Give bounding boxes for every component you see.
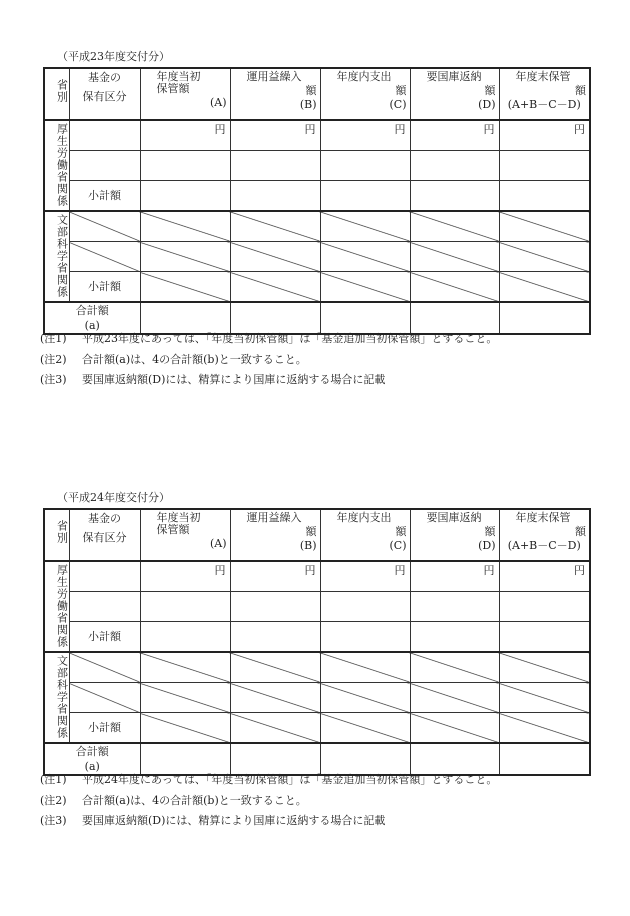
ministry-label-text: 厚生労働省関係: [55, 123, 69, 207]
note: [40, 812, 600, 833]
header-column-line: (B): [299, 539, 317, 552]
amount-cell[interactable]: [499, 683, 590, 713]
note-key: (注1): [40, 773, 67, 786]
header-column-line: 要国庫返納: [426, 70, 482, 83]
header-ministry: [44, 509, 69, 561]
amount-cell[interactable]: [140, 622, 230, 653]
total-label-line: 合計額: [75, 745, 109, 758]
amount-cell[interactable]: [499, 622, 590, 653]
note-key: (注1): [40, 332, 67, 345]
note: [40, 330, 600, 351]
amount-cell[interactable]: [140, 561, 230, 592]
header-column-line: 額: [395, 84, 407, 97]
section-row: [44, 683, 590, 713]
header-column-line: (D): [478, 539, 496, 552]
header-column-line: (A): [209, 537, 227, 550]
category-cell: [69, 622, 140, 653]
header-column-line: 年度内支出: [336, 70, 392, 83]
header-ministry: [44, 68, 69, 120]
amount-cell[interactable]: [410, 561, 499, 592]
amount-cell[interactable]: [140, 242, 230, 272]
note-key: (注2): [40, 352, 67, 366]
amount-cell[interactable]: [499, 151, 590, 181]
note: [40, 351, 600, 372]
yen-unit: 円: [214, 123, 226, 136]
header-column: [230, 68, 320, 120]
category-cell: [69, 211, 140, 242]
header-column-line: 額: [395, 525, 407, 538]
amount-cell[interactable]: [320, 713, 410, 744]
table-caption: （平成23年度交付分）: [57, 50, 170, 63]
section-row: [44, 151, 590, 181]
header-row: [44, 509, 590, 561]
amount-cell[interactable]: [320, 592, 410, 622]
amount-cell[interactable]: [410, 713, 499, 744]
header-column-line: 年度当初: [156, 511, 201, 524]
amount-cell[interactable]: [230, 652, 320, 683]
header-category: [69, 68, 140, 120]
section-row: [44, 652, 590, 683]
section-row: [44, 120, 590, 151]
amount-cell[interactable]: [230, 272, 320, 303]
amount-cell[interactable]: [410, 622, 499, 653]
header-category-line: 保有区分: [82, 531, 127, 544]
amount-cell[interactable]: [140, 652, 230, 683]
section-row: [44, 713, 590, 744]
amount-cell[interactable]: [230, 713, 320, 744]
ministry-label-text: 文部科学省関係: [55, 655, 69, 739]
yen-unit: 円: [304, 123, 316, 136]
total-label-line: 合計額: [75, 304, 109, 317]
amount-cell[interactable]: [499, 181, 590, 212]
yen-unit: 円: [574, 123, 585, 136]
header-column-line: (C): [389, 539, 407, 552]
amount-cell[interactable]: [499, 211, 590, 242]
amount-cell[interactable]: [230, 561, 320, 592]
header-column-line: 年度末保管: [515, 70, 571, 83]
header-column-line: 要国庫返納: [426, 511, 482, 524]
header-ministry-label: 省別: [55, 520, 69, 544]
category-cell: [69, 181, 140, 212]
note-text: 合計額(a)は、4の合計額(b)と一致すること。: [82, 352, 307, 366]
amount-cell[interactable]: [410, 151, 499, 181]
section-row: [44, 561, 590, 592]
amount-cell[interactable]: [320, 211, 410, 242]
header-column-line: 額: [484, 84, 496, 97]
yen-unit: 円: [214, 564, 226, 577]
header-column-line: (C): [389, 98, 407, 111]
amount-cell[interactable]: [320, 622, 410, 653]
fund-table: [43, 508, 591, 776]
amount-cell[interactable]: [230, 211, 320, 242]
header-row: [44, 68, 590, 120]
header-column: [499, 68, 590, 120]
section-row: [44, 622, 590, 653]
category-cell: [69, 652, 140, 683]
header-column: [230, 509, 320, 561]
header-column-line: 保管額: [156, 523, 190, 536]
category-cell: [69, 272, 140, 303]
header-column-line: 年度末保管: [515, 511, 571, 524]
header-column-line: (A+B－C－D): [507, 98, 581, 111]
amount-cell[interactable]: [140, 272, 230, 303]
notes: [40, 771, 600, 833]
yen-unit: 円: [304, 564, 316, 577]
amount-cell[interactable]: [499, 272, 590, 303]
amount-cell[interactable]: [499, 120, 590, 151]
header-column-line: (A+B－C－D): [507, 539, 581, 552]
header-column-line: 額: [305, 525, 317, 538]
amount-cell[interactable]: [230, 120, 320, 151]
amount-cell[interactable]: [230, 592, 320, 622]
section-row: [44, 242, 590, 272]
note-key: (注3): [40, 814, 67, 827]
amount-cell[interactable]: [320, 181, 410, 212]
note: [40, 771, 600, 792]
form-block-1: [40, 48, 589, 418]
category-cell: [69, 120, 140, 151]
amount-cell[interactable]: [410, 181, 499, 212]
category-cell: [69, 713, 140, 744]
header-column: [410, 509, 499, 561]
yen-unit: 円: [483, 564, 495, 577]
ministry-label: [44, 120, 69, 211]
amount-cell[interactable]: [410, 272, 499, 303]
header-ministry-label: 省別: [55, 79, 69, 103]
header-column: [499, 509, 590, 561]
amount-cell[interactable]: [410, 592, 499, 622]
header-category-line: 保有区分: [82, 90, 127, 103]
amount-cell[interactable]: [499, 652, 590, 683]
note-key: (注3): [40, 373, 67, 386]
section-row: [44, 272, 590, 303]
ministry-label-text: 厚生労働省関係: [55, 564, 69, 648]
header-category-line: 基金の: [88, 71, 121, 84]
amount-cell[interactable]: [230, 242, 320, 272]
subtotal-label: 小計額: [88, 720, 121, 734]
section-row: [44, 211, 590, 242]
amount-cell[interactable]: [499, 713, 590, 744]
fund-table: [43, 67, 591, 335]
amount-cell[interactable]: [230, 683, 320, 713]
amount-cell[interactable]: [140, 683, 230, 713]
header-column-line: 額: [305, 84, 317, 97]
form-block-2: [40, 489, 589, 859]
note-text: 要国庫返納額(D)には、精算により国庫に返納する場合に記載: [82, 373, 386, 386]
category-cell: [69, 242, 140, 272]
header-column-line: 保管額: [156, 82, 190, 95]
header-column-line: 額: [575, 84, 586, 97]
header-column-line: (A): [209, 96, 227, 109]
note-text: 要国庫返納額(D)には、精算により国庫に返納する場合に記載: [82, 814, 386, 827]
amount-cell[interactable]: [320, 120, 410, 151]
amount-cell[interactable]: [320, 272, 410, 303]
section-row: [44, 592, 590, 622]
amount-cell[interactable]: [140, 181, 230, 212]
amount-cell[interactable]: [140, 120, 230, 151]
amount-cell[interactable]: [140, 592, 230, 622]
amount-cell[interactable]: [499, 592, 590, 622]
category-cell: [69, 683, 140, 713]
note: [40, 371, 600, 392]
section-row: [44, 181, 590, 212]
yen-unit: 円: [574, 564, 585, 577]
note: [40, 792, 600, 813]
amount-cell[interactable]: [410, 242, 499, 272]
amount-cell[interactable]: [140, 211, 230, 242]
table-caption: （平成24年度交付分）: [57, 491, 170, 504]
ministry-label-text: 文部科学省関係: [55, 214, 69, 298]
header-column: [140, 68, 230, 120]
subtotal-label: 小計額: [88, 279, 121, 293]
amount-cell[interactable]: [320, 151, 410, 181]
note-key: (注2): [40, 793, 67, 807]
header-column-line: 年度内支出: [336, 511, 392, 524]
total-label-line: (a): [84, 319, 100, 332]
header-category-line: 基金の: [88, 512, 121, 525]
amount-cell[interactable]: [320, 242, 410, 272]
amount-cell[interactable]: [230, 181, 320, 212]
note-text: 平成23年度にあっては、「年度当初保管額」は「基金追加当初保管額」とすること。: [82, 332, 498, 345]
yen-unit: 円: [394, 123, 406, 136]
header-column-line: 額: [484, 525, 496, 538]
ministry-label: [44, 652, 69, 743]
total-label-line: (a): [84, 760, 100, 773]
category-cell: [69, 592, 140, 622]
amount-cell[interactable]: [230, 151, 320, 181]
header-column: [320, 509, 410, 561]
notes: [40, 330, 600, 392]
category-cell: [69, 151, 140, 181]
header-column: [410, 68, 499, 120]
header-column-line: 年度当初: [156, 70, 201, 83]
amount-cell[interactable]: [410, 211, 499, 242]
amount-cell[interactable]: [140, 713, 230, 744]
amount-cell[interactable]: [140, 151, 230, 181]
note-text: 合計額(a)は、4の合計額(b)と一致すること。: [82, 793, 307, 807]
ministry-label: [44, 561, 69, 652]
header-column-line: (D): [478, 98, 496, 111]
ministry-label: [44, 211, 69, 302]
amount-cell[interactable]: [320, 652, 410, 683]
amount-cell[interactable]: [499, 242, 590, 272]
header-column: [140, 509, 230, 561]
amount-cell[interactable]: [410, 652, 499, 683]
amount-cell[interactable]: [320, 683, 410, 713]
amount-cell[interactable]: [320, 561, 410, 592]
header-column-line: 運用益繰入: [246, 70, 302, 83]
note-text: 平成24年度にあっては、「年度当初保管額」は「基金追加当初保管額」とすること。: [82, 773, 498, 786]
subtotal-label: 小計額: [88, 629, 121, 643]
header-category: [69, 509, 140, 561]
amount-cell[interactable]: [230, 622, 320, 653]
header-column: [320, 68, 410, 120]
subtotal-label: 小計額: [88, 188, 121, 202]
header-column-line: 運用益繰入: [246, 511, 302, 524]
yen-unit: 円: [483, 123, 495, 136]
yen-unit: 円: [394, 564, 406, 577]
amount-cell[interactable]: [410, 120, 499, 151]
header-column-line: (B): [299, 98, 317, 111]
amount-cell[interactable]: [499, 561, 590, 592]
amount-cell[interactable]: [410, 683, 499, 713]
category-cell: [69, 561, 140, 592]
header-column-line: 額: [575, 525, 586, 538]
